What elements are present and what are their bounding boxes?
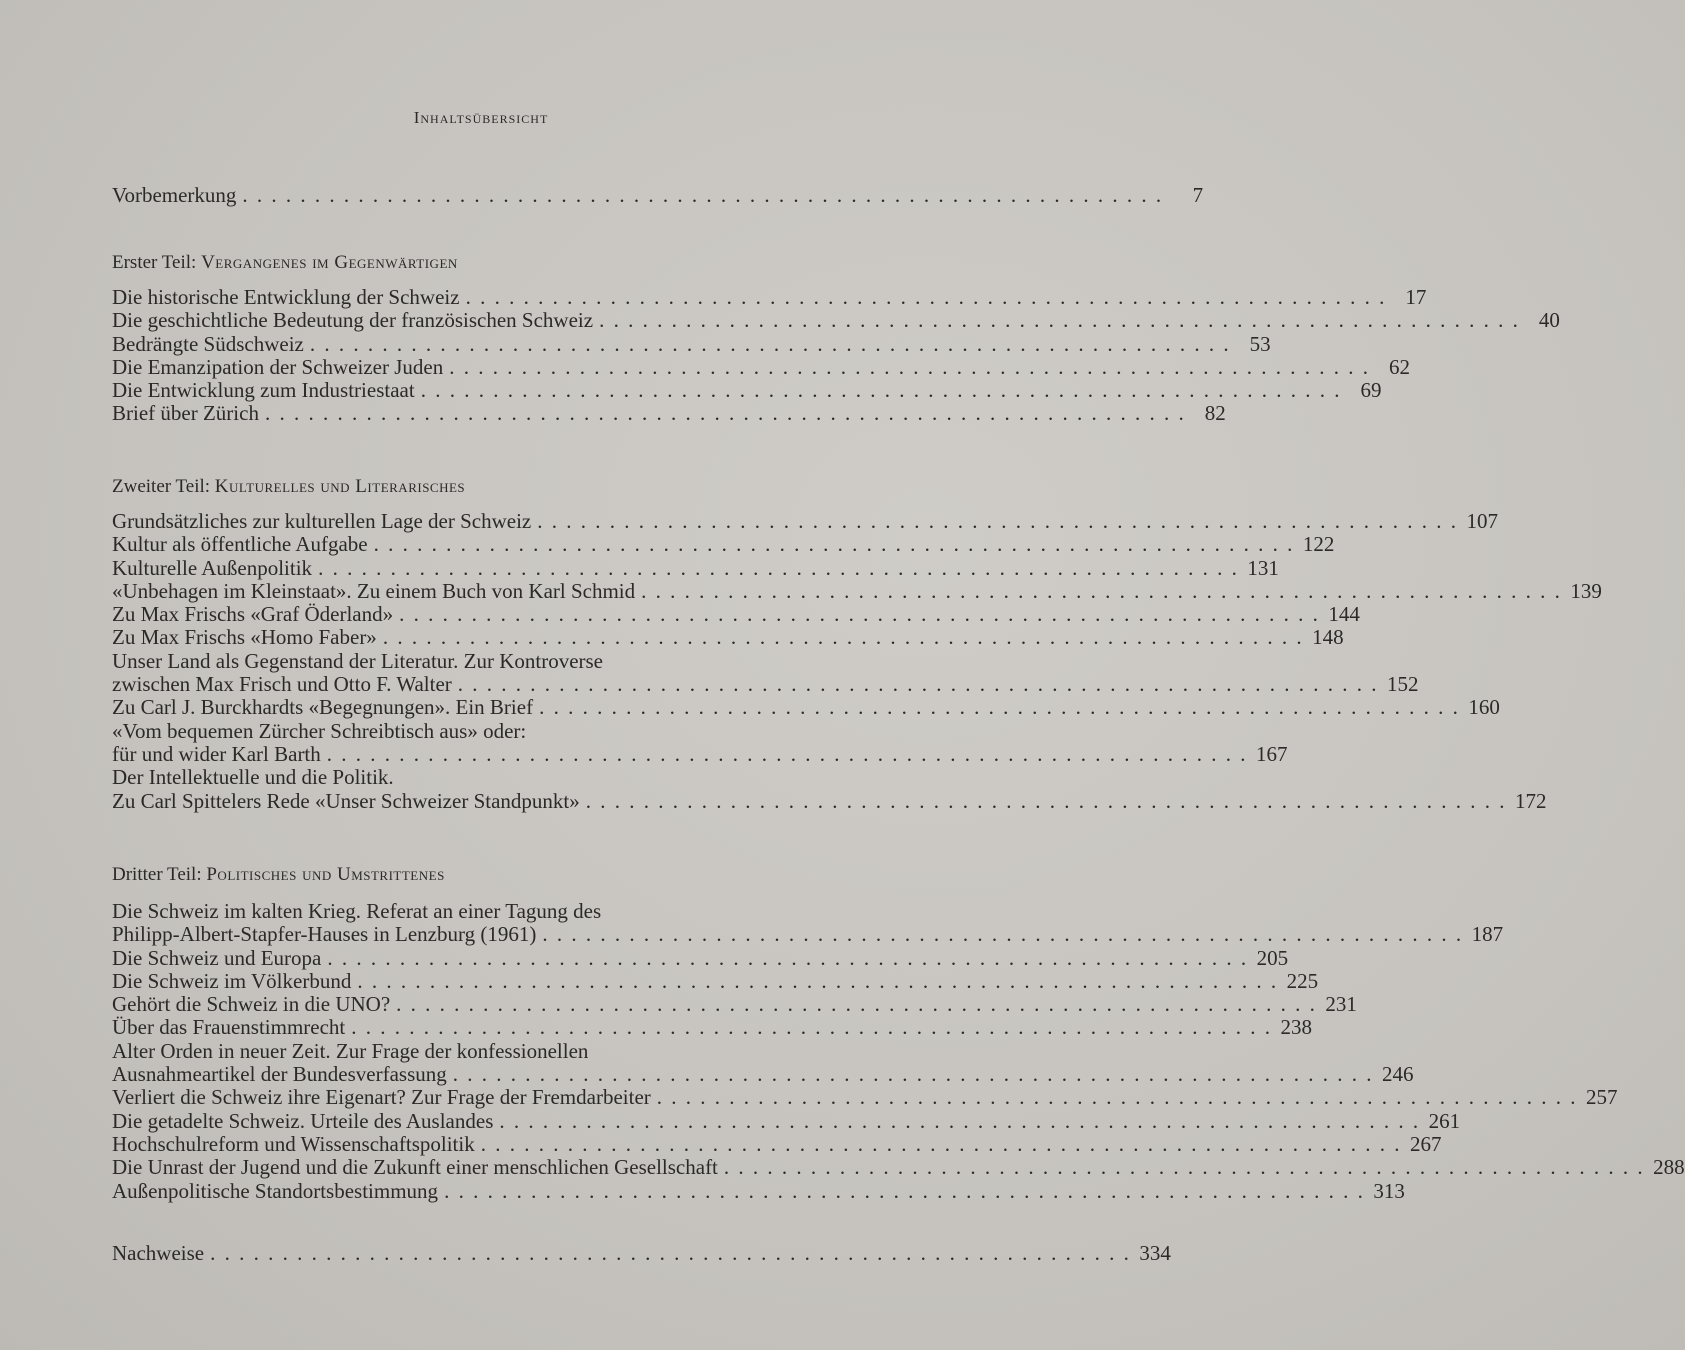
leader-dots [657, 1086, 1578, 1109]
toc-entry [112, 1155, 1685, 1180]
entry-page: 231 [1325, 992, 1357, 1017]
toc-entry [112, 555, 1279, 580]
toc-entry [112, 625, 1344, 650]
entry-title: Über das Frauenstimmrecht [112, 1015, 346, 1040]
part-title: Vergangenes im Gegenwärtigen [201, 252, 458, 273]
entry-page: 313 [1373, 1178, 1405, 1203]
toc-entry [112, 308, 1560, 333]
part-1-entries [112, 285, 1560, 426]
entry-page: 139 [1570, 578, 1602, 603]
leader-dots [542, 923, 1463, 946]
toc-entry [112, 1178, 1405, 1203]
entry-title: Gehört die Schweiz in die UNO? [112, 992, 391, 1017]
entry-title: Grundsätzliches zur kulturellen Lage der Schweiz [112, 509, 532, 533]
entry-title: für und wider Karl Barth [112, 741, 321, 766]
entry-title: Philipp-Albert-Stapfer-Hauses in Lenzburg (1961) [112, 922, 537, 947]
leader-dots [265, 402, 1186, 425]
entry-title: Brief über Zürich [112, 401, 259, 426]
leader-dots [499, 1110, 1420, 1133]
toc-entry [112, 509, 1499, 533]
entry-page: 122 [1302, 532, 1335, 557]
entry-page: 152 [1387, 672, 1419, 697]
entry-title: Nachweise [112, 1241, 205, 1265]
part-heading-2 [112, 476, 465, 498]
entry-title-line: Alter Orden in neuer Zeit. Zur Frage der konfessionellen [112, 1038, 589, 1063]
toc-entry [112, 968, 1319, 993]
entry-title: Die Emanzipation der Schweizer Juden [112, 354, 444, 379]
part-heading-1 [112, 252, 458, 274]
leader-dots [421, 379, 1342, 402]
part-label: Erster Teil: [112, 252, 197, 273]
entry-page: 107 [1466, 509, 1499, 533]
toc-entry [112, 1085, 1618, 1110]
toc-sources [112, 1241, 1171, 1265]
leader-dots [586, 790, 1507, 813]
entry-title: Verliert die Schweiz ihre Eigenart? Zur Frage der Fremdarbeiter [112, 1085, 651, 1110]
entry-title: Zu Carl Spittelers Rede «Unser Schweizer Standpunkt» [112, 788, 580, 813]
toc-entry [112, 992, 1357, 1017]
entry-page: 53 [1249, 331, 1271, 356]
entry-title: Kulturelle Außenpolitik [112, 555, 313, 580]
entry-title: Hochschulreform und Wissenschaftspolitik [112, 1131, 475, 1156]
leader-dots [318, 557, 1239, 580]
toc-entry [112, 1062, 1414, 1087]
entry-page: 238 [1280, 1015, 1313, 1040]
part-2-entries [112, 509, 1602, 813]
entry-page: 246 [1382, 1062, 1414, 1087]
entry-title: Zu Max Frischs «Graf Öderland» [112, 602, 394, 627]
leader-dots [537, 510, 1458, 533]
toc-entry [112, 532, 1335, 557]
entry-page: 7 [1192, 183, 1204, 207]
leader-dots [599, 309, 1520, 332]
entry-page: 17 [1405, 285, 1427, 309]
entry-page: 82 [1204, 401, 1226, 426]
entry-page: 167 [1256, 741, 1288, 766]
part-heading-3 [112, 864, 445, 886]
entry-page: 257 [1586, 1085, 1618, 1110]
leader-dots [310, 333, 1231, 356]
entry-title: Vorbemerkung [112, 183, 237, 207]
toc-entry [112, 672, 1419, 697]
toc-entry [112, 183, 1204, 207]
entry-title: Kultur als öffentliche Aufgabe [112, 532, 368, 557]
entry-page: 334 [1139, 1241, 1171, 1265]
entry-title: Bedrängte Südschweiz [112, 331, 304, 356]
toc-entry [112, 602, 1360, 627]
entry-title-line: Die Schweiz im kalten Krieg. Referat an einer Tagung des [112, 899, 602, 923]
entry-title: Die geschichtliche Bedeutung der französischen Schweiz [112, 308, 594, 333]
entry-title: zwischen Max Frisch und Otto F. Walter [112, 672, 452, 697]
part-title: Kulturelles und Literarisches [214, 476, 466, 497]
toc-entry [112, 354, 1410, 379]
leader-dots [399, 603, 1320, 626]
toc-entry [112, 1241, 1171, 1265]
toc-entry [112, 741, 1288, 766]
toc-entry [112, 578, 1602, 603]
leader-dots [466, 286, 1387, 309]
part-label: Dritter Teil: [112, 864, 202, 885]
leader-dots [327, 743, 1248, 766]
entry-page: 160 [1468, 695, 1500, 720]
entry-page: 148 [1312, 625, 1344, 650]
leader-dots [444, 1180, 1365, 1203]
entry-title: Außenpolitische Standortsbestimmung [112, 1178, 439, 1203]
toc-entry [112, 1108, 1461, 1133]
entry-page: 267 [1409, 1131, 1442, 1156]
entry-title-line: Der Intellektuelle und die Politik. [112, 765, 394, 790]
part-3-entries [112, 899, 1685, 1203]
entry-page: 187 [1471, 922, 1504, 947]
entry-title-line: «Vom bequemen Zürcher Schreibtisch aus» oder: [112, 718, 527, 743]
toc-entry [112, 945, 1289, 970]
toc-entry [112, 285, 1427, 309]
leader-dots [458, 673, 1379, 696]
leader-dots [641, 580, 1562, 603]
toc-entry [112, 378, 1382, 403]
toc-entry [112, 788, 1547, 813]
entry-page: 225 [1286, 968, 1319, 993]
entry-page: 172 [1514, 788, 1547, 813]
leader-dots [449, 356, 1370, 379]
leader-dots [453, 1063, 1374, 1086]
entry-title: Die Schweiz und Europa [112, 945, 322, 970]
entry-page: 69 [1360, 378, 1382, 403]
entry-title: Die Schweiz im Völkerbund [112, 968, 352, 993]
entry-title: Die Unrast der Jugend und die Zukunft einer menschlichen Gesellschaft [112, 1155, 718, 1180]
leader-dots [539, 696, 1460, 719]
leader-dots [357, 970, 1278, 993]
entry-title: Ausnahmeartikel der Bundesverfassung [112, 1062, 447, 1087]
entry-title-line: Unser Land als Gegenstand der Literatur. Zur Kontroverse [112, 648, 603, 673]
leader-dots [210, 1242, 1131, 1265]
leader-dots [374, 533, 1295, 556]
entry-page: 131 [1247, 555, 1279, 580]
toc-preface [112, 183, 1204, 207]
leader-dots [396, 993, 1317, 1016]
entry-title: Die getadelte Schweiz. Urteile des Auslandes [112, 1108, 494, 1133]
entry-page: 144 [1328, 602, 1360, 627]
toc-entry [112, 331, 1271, 356]
entry-title: Zu Carl J. Burckhardts «Begegnungen». Ein Brief [112, 695, 534, 720]
toc-entry [112, 695, 1500, 720]
entry-page: 62 [1388, 354, 1410, 379]
entry-page: 205 [1256, 945, 1289, 970]
leader-dots [383, 626, 1304, 649]
page-title: Inhaltsübersicht [413, 108, 549, 127]
toc-entry [112, 922, 1504, 947]
entry-title: Die historische Entwicklung der Schweiz [112, 285, 460, 309]
entry-title: «Unbehagen im Kleinstaat». Zu einem Buch von Karl Schmid [112, 578, 636, 603]
leader-dots [481, 1133, 1402, 1156]
toc-entry [112, 1131, 1442, 1156]
toc-entry [112, 401, 1226, 426]
leader-dots [327, 947, 1248, 970]
toc-entry [112, 1015, 1313, 1040]
leader-dots [242, 184, 1163, 207]
entry-page: 288 [1653, 1155, 1685, 1180]
leader-dots [351, 1016, 1272, 1039]
entry-page: 40 [1538, 308, 1560, 333]
entry-title: Die Entwicklung zum Industriestaat [112, 378, 415, 403]
entry-page: 261 [1428, 1108, 1461, 1133]
leader-dots [724, 1156, 1645, 1179]
part-label: Zweiter Teil: [112, 476, 211, 497]
part-title: Politisches und Umstrittenes [206, 864, 445, 885]
entry-title: Zu Max Frischs «Homo Faber» [112, 625, 377, 650]
